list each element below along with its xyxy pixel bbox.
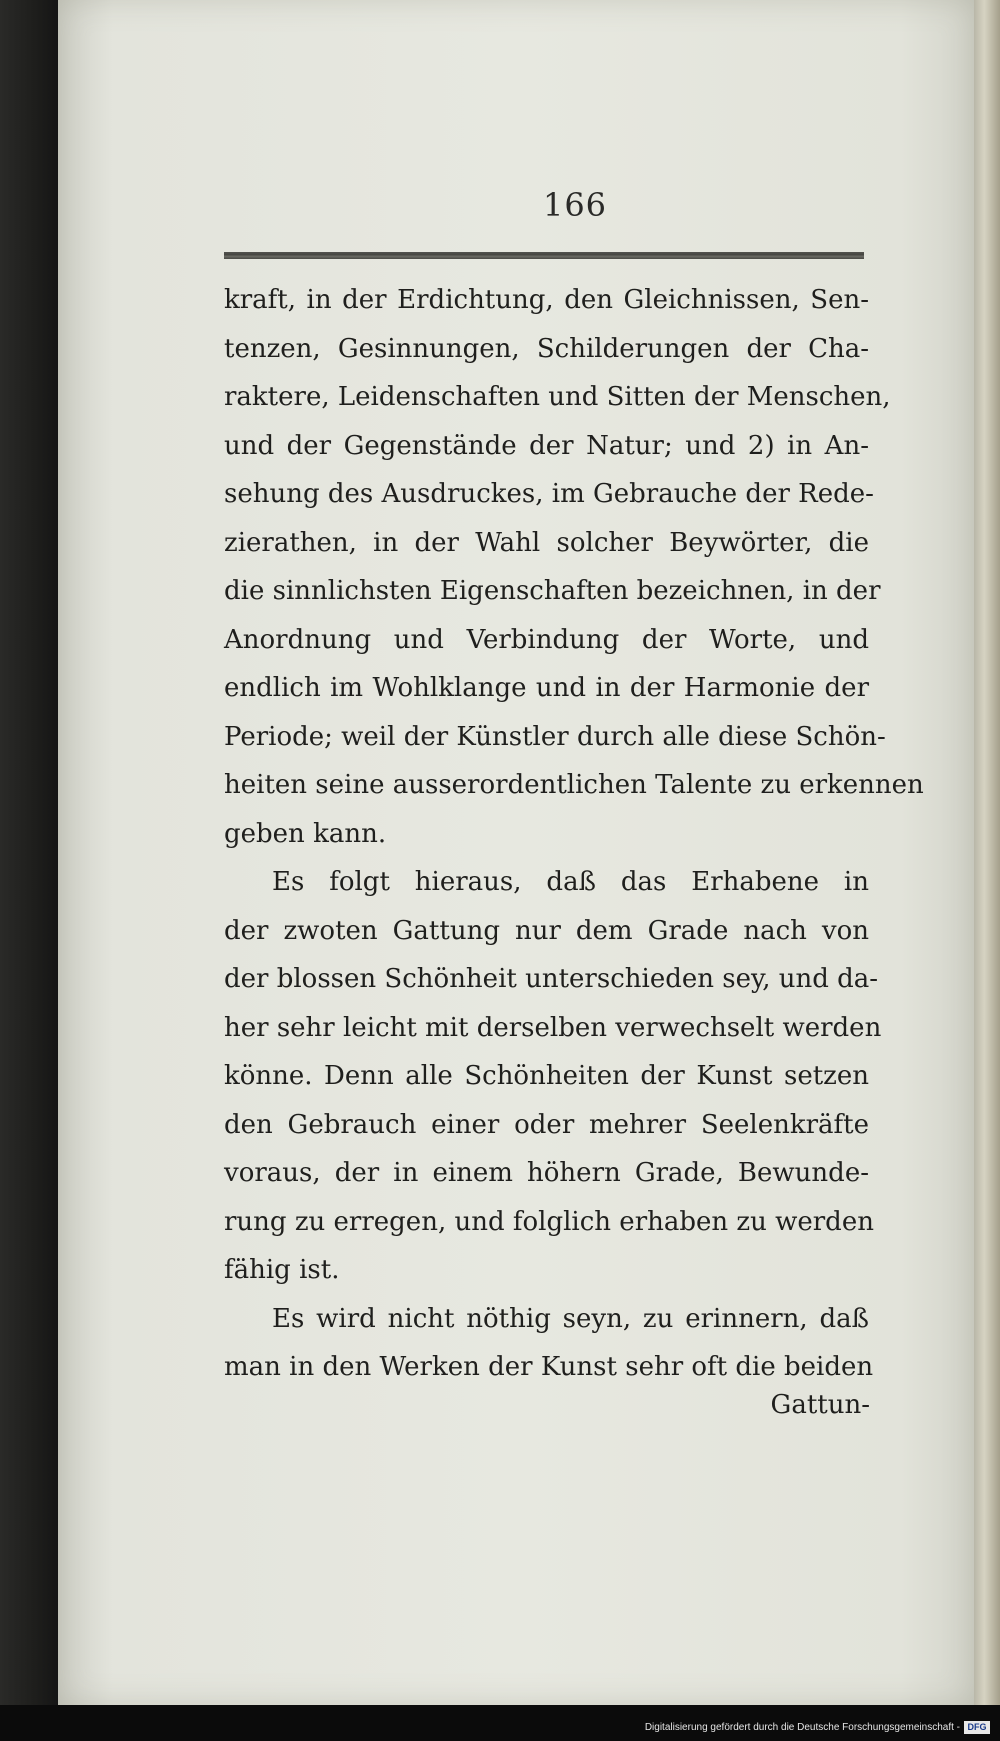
text-line: zierathen, in der Wahl solcher Beywörter, die	[224, 527, 869, 558]
text-line: endlich im Wohlklange und in der Harmonie der	[224, 673, 869, 703]
page-edge	[974, 0, 1000, 1705]
page-number: 166	[542, 186, 608, 224]
text-line: her sehr leicht mit derselben verwechselt werden	[224, 1012, 882, 1043]
text-line: geben kann.	[224, 818, 387, 849]
digitization-credit: Digitalisierung gefördert durch die Deutsche Forschungsgemeinschaft -	[644, 1722, 960, 1733]
text-line: kraft, in der Erdichtung, den Gleichnissen, Sen-	[224, 285, 869, 315]
text-line: der zwoten Gattung nur dem Grade nach von	[224, 915, 869, 946]
text-line: Anordnung und Verbindung der Worte, und	[224, 624, 869, 655]
header-rule	[224, 252, 864, 259]
text-line: Es folgt hieraus, daß das Erhabene in	[272, 867, 869, 897]
catchword: Gattun-	[770, 1390, 870, 1420]
text-line: rung zu erregen, und folglich erhaben zu werden	[224, 1206, 874, 1237]
text-line: voraus, der in einem höhern Grade, Bewunde-	[224, 1158, 869, 1188]
book-spine	[0, 0, 58, 1741]
text-line: heiten seine ausserordentlichen Talente zu erkennen	[224, 770, 924, 800]
text-line: die sinnlichsten Eigenschaften bezeichnen, in der	[224, 576, 881, 606]
text-line: und der Gegenstände der Natur; und 2) in An-	[224, 430, 869, 461]
text-line: sehung des Ausdruckes, im Gebrauche der Rede-	[224, 479, 874, 509]
text-line: tenzen, Gesinnungen, Schilderungen der Cha-	[224, 333, 869, 364]
dfg-logo: DFG	[964, 1721, 990, 1734]
text-line: fähig ist.	[224, 1255, 340, 1285]
text-line: der blossen Schönheit unterschieden sey, und da-	[224, 964, 879, 994]
body-text	[224, 276, 924, 1392]
text-line: den Gebrauch einer oder mehrer Seelenkräfte	[224, 1109, 869, 1140]
text-line: man in den Werken der Kunst sehr oft die beiden	[224, 1352, 874, 1382]
text-line: könne. Denn alle Schönheiten der Kunst setzen	[224, 1061, 869, 1091]
text-line: raktere, Leidenschaften und Sitten der Menschen,	[224, 382, 891, 412]
text-line: Periode; weil der Künstler durch alle diese Schön-	[224, 721, 886, 752]
text-line: Es wird nicht nöthig seyn, zu erinnern, daß	[272, 1303, 869, 1334]
